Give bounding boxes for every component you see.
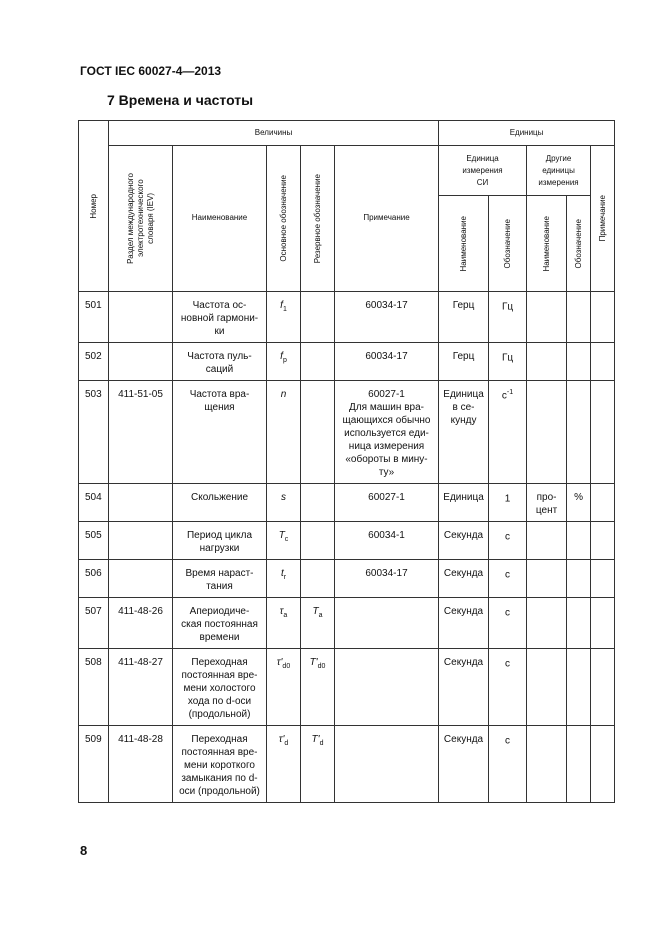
row-number: 506: [79, 560, 109, 598]
table-row: [79, 522, 615, 560]
row-main-symbol: n: [267, 381, 301, 484]
row-unit-note: [591, 726, 615, 803]
row-reserve-symbol: [301, 522, 335, 560]
row-iev-section: [109, 343, 173, 381]
row-iev-section: 411-48-28: [109, 726, 173, 803]
row-iev-section: [109, 292, 173, 343]
row-other-unit-symbol: [567, 649, 591, 726]
header-units: Единицы: [439, 121, 615, 146]
header-unit-symbol: Обозначение: [489, 196, 527, 292]
row-other-unit-name: [527, 726, 567, 803]
row-iev-section: [109, 560, 173, 598]
row-iev-section: 411-48-27: [109, 649, 173, 726]
header-main-symbol: Основное обозначение: [267, 146, 301, 292]
row-reserve-symbol: $T_a$: [301, 598, 335, 649]
row-iev-section: 411-48-26: [109, 598, 173, 649]
header-quantities: Величины: [109, 121, 439, 146]
row-other-unit-name: [527, 598, 567, 649]
row-note: 60034-17: [335, 560, 439, 598]
row-name: Частота ос- новной гармони- ки: [173, 292, 267, 343]
row-unit-note: [591, 598, 615, 649]
row-unit-note: [591, 484, 615, 522]
row-reserve-symbol: [301, 484, 335, 522]
header-other-symbol: Обозначение: [567, 196, 591, 292]
row-unit-name: Секунда: [439, 649, 489, 726]
header-number: Номер: [79, 121, 109, 292]
row-other-unit-symbol: [567, 381, 591, 484]
row-unit-symbol: с: [489, 726, 527, 803]
row-other-unit-name: [527, 381, 567, 484]
row-note: [335, 649, 439, 726]
row-main-symbol: $T_c$: [267, 522, 301, 560]
row-other-unit-name: про- цент: [527, 484, 567, 522]
row-unit-note: [591, 560, 615, 598]
row-unit-symbol: $с^{-1}$: [489, 381, 527, 484]
row-iev-section: 411-51-05: [109, 381, 173, 484]
row-main-symbol: $\tau'_d$: [267, 726, 301, 803]
row-iev-section: [109, 484, 173, 522]
row-number: 504: [79, 484, 109, 522]
table-row: [79, 560, 615, 598]
row-other-unit-name: [527, 522, 567, 560]
header-unit-note: Примечание: [591, 146, 615, 292]
row-reserve-symbol: $T'_{d0}$: [301, 649, 335, 726]
row-name: Апериодиче- ская постоянная времени: [173, 598, 267, 649]
row-note: 60034-17: [335, 292, 439, 343]
row-unit-note: [591, 292, 615, 343]
table-row: [79, 381, 615, 484]
row-unit-symbol: Гц: [489, 343, 527, 381]
row-other-unit-symbol: [567, 522, 591, 560]
row-name: Переходная постоянная вре- мени холостого хода по d-оси (продольной): [173, 649, 267, 726]
table-row: [79, 343, 615, 381]
row-unit-name: Секунда: [439, 598, 489, 649]
row-unit-symbol: 1: [489, 484, 527, 522]
row-note: 60034-1: [335, 522, 439, 560]
row-number: 509: [79, 726, 109, 803]
row-name: Частота пуль- саций: [173, 343, 267, 381]
row-unit-note: [591, 343, 615, 381]
header-note: Примечание: [335, 146, 439, 292]
header-name: Наименование: [173, 146, 267, 292]
header-other-name: Наименование: [527, 196, 567, 292]
row-name: Переходная постоянная вре- мени короткого замыкания по d- оси (продольной): [173, 726, 267, 803]
row-other-unit-name: [527, 560, 567, 598]
row-reserve-symbol: [301, 381, 335, 484]
row-unit-name: Секунда: [439, 560, 489, 598]
row-other-unit-name: [527, 649, 567, 726]
row-main-symbol: $f_p$: [267, 343, 301, 381]
header-reserve-symbol: Резервное обозначение: [301, 146, 335, 292]
row-unit-name: Секунда: [439, 522, 489, 560]
row-main-symbol: $t_r$: [267, 560, 301, 598]
row-number: 507: [79, 598, 109, 649]
row-unit-note: [591, 381, 615, 484]
row-unit-name: Герц: [439, 292, 489, 343]
row-main-symbol: s: [267, 484, 301, 522]
row-note: [335, 598, 439, 649]
row-other-unit-name: [527, 292, 567, 343]
row-other-unit-symbol: %: [567, 484, 591, 522]
row-unit-name: Герц: [439, 343, 489, 381]
quantities-table: [78, 120, 615, 803]
row-note: [335, 726, 439, 803]
row-other-unit-symbol: [567, 560, 591, 598]
header-other-units: Другие единицы измерения: [527, 146, 591, 196]
header-unit-name: Наименование: [439, 196, 489, 292]
row-note: 60027-1 Для машин вра- щающихся обычно используется еди- ница измерения «обороты в мину- ту»: [335, 381, 439, 484]
section-title: 7 Времена и частоты: [107, 92, 254, 108]
row-reserve-symbol: [301, 292, 335, 343]
row-unit-name: Единица: [439, 484, 489, 522]
row-reserve-symbol: [301, 560, 335, 598]
row-number: 501: [79, 292, 109, 343]
row-other-unit-symbol: [567, 292, 591, 343]
table-row: [79, 649, 615, 726]
row-other-unit-symbol: [567, 726, 591, 803]
table-row: [79, 292, 615, 343]
table-row: [79, 726, 615, 803]
row-reserve-symbol: $T'_d$: [301, 726, 335, 803]
row-other-unit-name: [527, 343, 567, 381]
row-other-unit-symbol: [567, 598, 591, 649]
header-si-unit: Единица измерения СИ: [439, 146, 527, 196]
row-name: Время нараст- тания: [173, 560, 267, 598]
row-main-symbol: $f_1$: [267, 292, 301, 343]
row-unit-symbol: с: [489, 649, 527, 726]
row-note: 60027-1: [335, 484, 439, 522]
row-unit-symbol: Гц: [489, 292, 527, 343]
row-name: Частота вра- щения: [173, 381, 267, 484]
row-unit-name: Секунда: [439, 726, 489, 803]
row-reserve-symbol: [301, 343, 335, 381]
page-number: 8: [80, 843, 88, 858]
row-unit-name: Единица в се- кунду: [439, 381, 489, 484]
row-number: 505: [79, 522, 109, 560]
row-unit-symbol: с: [489, 560, 527, 598]
row-unit-note: [591, 522, 615, 560]
row-iev-section: [109, 522, 173, 560]
row-unit-symbol: с: [489, 522, 527, 560]
row-main-symbol: $\tau_a$: [267, 598, 301, 649]
row-number: 502: [79, 343, 109, 381]
row-other-unit-symbol: [567, 343, 591, 381]
row-name: Период цикла нагрузки: [173, 522, 267, 560]
table-row: [79, 484, 615, 522]
row-note: 60034-17: [335, 343, 439, 381]
row-number: 508: [79, 649, 109, 726]
document-header: ГОСТ IEC 60027-4—2013: [80, 64, 222, 78]
row-name: Скольжение: [173, 484, 267, 522]
row-unit-symbol: с: [489, 598, 527, 649]
row-main-symbol: $\tau'_{d0}$: [267, 649, 301, 726]
row-unit-note: [591, 649, 615, 726]
table-row: [79, 598, 615, 649]
header-iev-section: Раздел международного электротехнического словаря (IEV): [109, 146, 173, 292]
row-number: 503: [79, 381, 109, 484]
